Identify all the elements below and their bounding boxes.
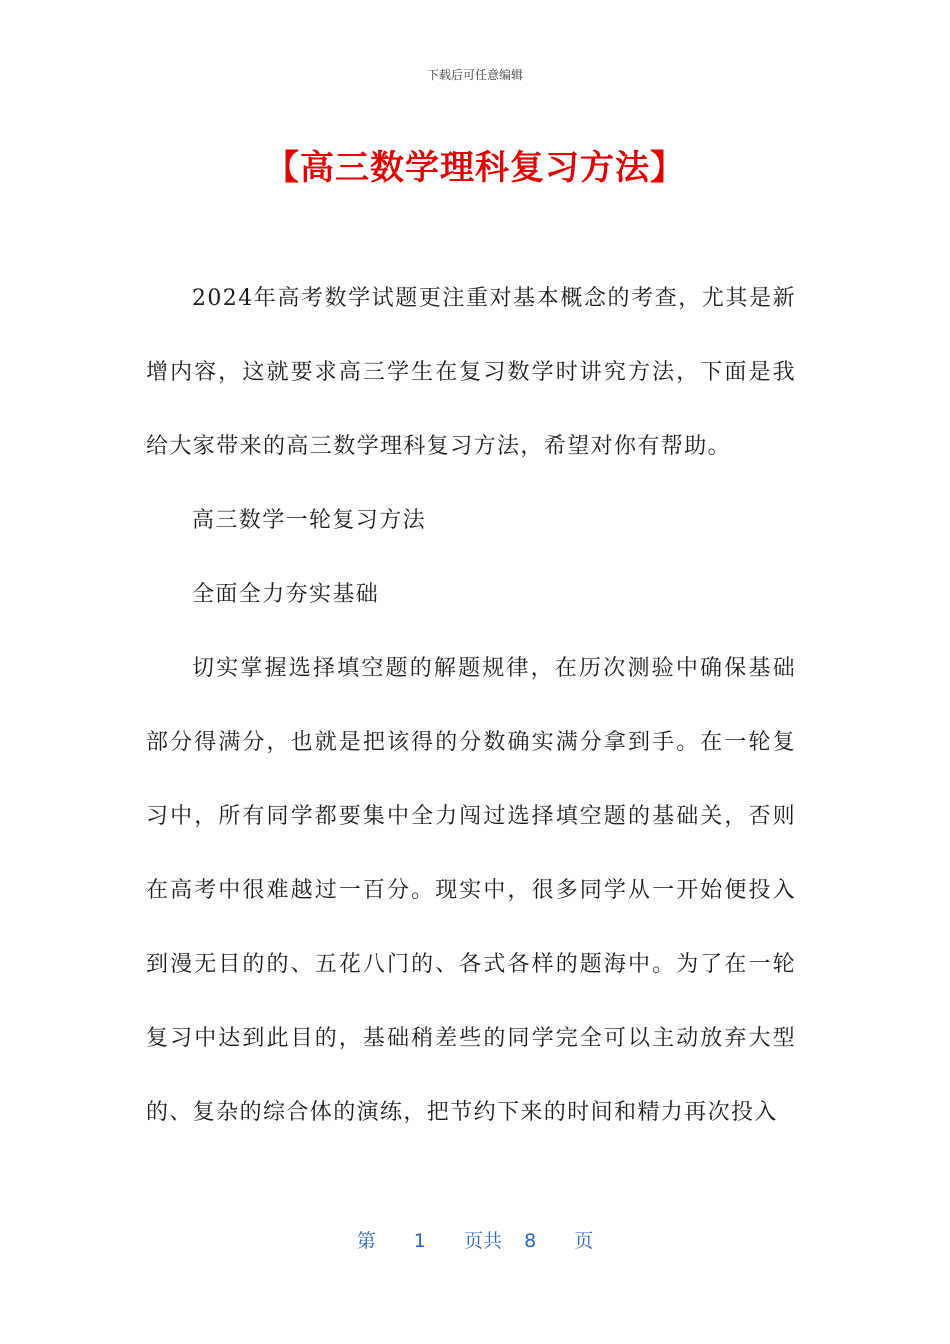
paragraph-intro: 2024年高考数学试题更注重对基本概念的考查，尤其是新增内容，这就要求高三学生在复习数学时讲究方法，下面是我给大家带来的高三数学理科复习方法，希望对你有帮助。	[146, 286, 796, 459]
footer-current-page: 1	[413, 1230, 426, 1252]
footer-mid: 页共	[463, 1230, 502, 1252]
header-note: 下载后可任意编辑	[426, 68, 523, 82]
footer-prefix: 第	[356, 1230, 376, 1252]
section-heading: 高三数学一轮复习方法	[192, 508, 427, 533]
subsection-heading: 全面全力夯实基础	[192, 582, 380, 607]
footer-total-pages: 8	[524, 1230, 537, 1252]
paragraph-body: 切实掌握选择填空题的解题规律，在历次测验中确保基础部分得满分，也就是把该得的分数确实满分拿到手。在一轮复习中，所有同学都要集中全力闯过选择填空题的基础关，否则在高考中很难越过一百分。现实中，很多同学从一开始便投入到漫无目的的、五花八门的、各式各样的题海中。为了在一轮复习中达到此目的，基础稍差些的同学完全可以主动放弃大型的、复杂的综合体的演练，把节约下来的时间和精力再次投入	[146, 656, 796, 1125]
page-footer	[0, 1226, 950, 1253]
document-body	[146, 262, 796, 1150]
footer-suffix: 页	[574, 1230, 594, 1252]
document-title: 【高三数学理科复习方法】	[265, 148, 685, 188]
